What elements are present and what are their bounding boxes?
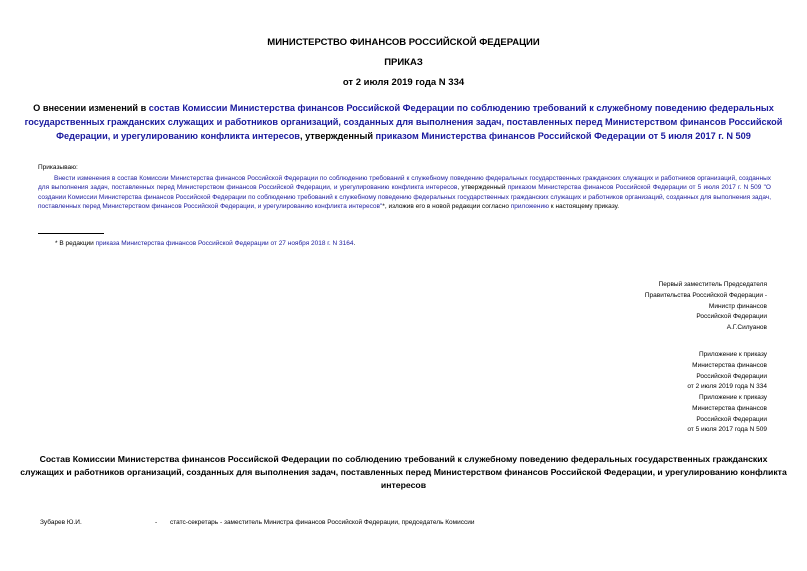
annex-334-line-4: от 2 июля 2019 года N 334 (687, 383, 767, 391)
footnote-prefix: * В редакции (55, 240, 96, 247)
member-role: статс-секретарь - заместитель Министра финансов Российской Федерации, председатель Комиссии (170, 519, 475, 526)
ministry-heading: МИНИСТЕРСТВО ФИНАНСОВ РОССИЙСКОЙ ФЕДЕРАЦИИ (267, 37, 540, 48)
paragraph-text-3: к настоящему приказу. (548, 203, 620, 211)
footnote-suffix: . (353, 240, 356, 247)
annex-509-line-2: Министерства финансов (692, 404, 767, 412)
annex-334-line-3: Российской Федерации (696, 372, 767, 380)
signature-line-2: Правительства Российской Федерации - (644, 291, 767, 299)
annex-title: Состав Комиссии Министерства финансов Российской Федерации по соблюдению требований к служебному поведению федеральных государственных гражданских служащих и работников организаций, созданных для выполнения задач, поставленных перед Министерством финансов Российской Федерации, и урегулированию конфликта интересов (20, 454, 787, 490)
order-paragraph-1 (38, 174, 771, 212)
annex-509-line-3: Российской Федерации (696, 415, 767, 423)
title-text-2: , утвержденный (299, 131, 376, 141)
title-text-1: О внесении изменений в (33, 103, 149, 113)
paragraph-link-order-509[interactable]: приказом Министерства финансов Российской Федерации от 5 июля 2017 г. N 509 "О создании Комиссии Министерства финансов Российской Федерации по соблюдению требований к служебному поведению федеральных государственных гражданских служащих и работников организаций, созданных для выполнения задач, поставленных перед Министерством финансов Российской Федерации, и урегулированию конфликта интересов" (38, 184, 771, 211)
annex-509-line-1: Приложение к приказу (698, 394, 767, 401)
title-link-order-509[interactable]: приказом Министерства финансов Российской Федерации от 5 июля 2017 г. N 509 (375, 131, 751, 141)
annex-334-line-2: Министерства финансов (692, 361, 767, 369)
document-type: ПРИКАЗ (384, 57, 423, 68)
member-name: Зубарев Ю.И. (40, 519, 82, 526)
signature-block (530, 280, 767, 334)
member-dash: - (155, 519, 158, 526)
footnote (55, 239, 355, 248)
title-link-commission[interactable]: состав Комиссии Министерства финансов Российской Федерации по соблюдению требований к служебному поведению федеральных государственных гражданских служащих и работников организаций, созданных для выполнения задач, поставленных перед Министерством финансов Российской Федерации, и урегулированию конфликта интересов (24, 103, 783, 141)
annex-334-line-1: Приложение к приказу (698, 351, 767, 358)
order-intro: Приказываю: (38, 164, 78, 171)
signature-line-3: Министр финансов (708, 302, 767, 310)
document-title (20, 101, 787, 143)
paragraph-link-annex[interactable]: приложению (510, 203, 549, 211)
paragraph-link-commission[interactable]: Внести изменения в состав Комиссии Министерства финансов Российской Федерации по соблюдению требований к служебному поведению федеральных государственных гражданских служащих и работников организаций, созданных для выполнения задач, поставленных перед Министерством финансов Российской Федерации, и урегулированию конфликта интересов (38, 175, 771, 192)
order-date-number: от 2 июля 2019 года N 334 (342, 77, 465, 88)
paragraph-text-2: *, изложив его в новой редакции согласно (382, 203, 511, 211)
footnote-link-order-3164[interactable]: приказа Министерства финансов Российской Федерации от 27 ноября 2018 г. N 3164 (95, 240, 354, 247)
signature-line-4: Российской Федерации (696, 313, 767, 321)
signature-line-5: А.Г.Силуанов (726, 324, 767, 332)
annex-header-509 (530, 393, 767, 436)
footnote-divider (38, 233, 104, 234)
signature-line-1: Первый заместитель Председателя (658, 281, 767, 288)
annex-509-line-4: от 5 июля 2017 года N 509 (687, 426, 767, 434)
annex-header-334 (530, 350, 767, 393)
paragraph-text-1: , утвержденный (457, 184, 508, 192)
